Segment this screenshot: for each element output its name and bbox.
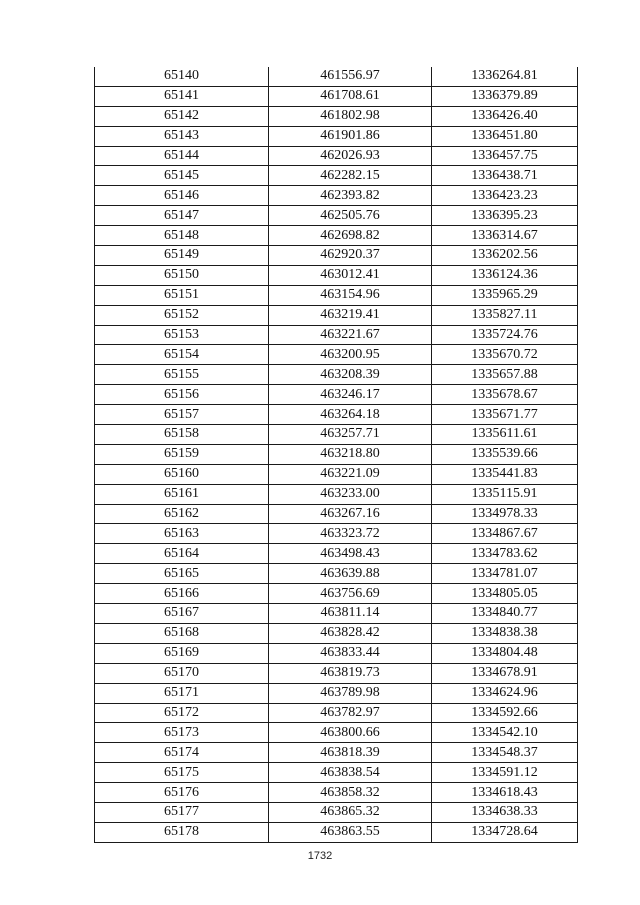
x-coordinate-cell: 463858.32 (269, 783, 432, 803)
table-row (95, 584, 578, 604)
table-row (95, 285, 578, 305)
y-coordinate-cell: 1335671.77 (432, 405, 578, 425)
point-id-cell: 65152 (95, 305, 269, 325)
x-coordinate-cell: 463782.97 (269, 703, 432, 723)
y-coordinate-cell: 1334783.62 (432, 544, 578, 564)
table-row (95, 405, 578, 425)
point-id-cell: 65151 (95, 285, 269, 305)
x-coordinate-cell: 463200.95 (269, 345, 432, 365)
y-coordinate-cell: 1334840.77 (432, 604, 578, 624)
table-row (95, 564, 578, 584)
table-row (95, 325, 578, 345)
point-id-cell: 65147 (95, 206, 269, 226)
point-id-cell: 65148 (95, 226, 269, 246)
table-row (95, 265, 578, 285)
y-coordinate-cell: 1336426.40 (432, 106, 578, 126)
x-coordinate-cell: 462282.15 (269, 166, 432, 186)
point-id-cell: 65146 (95, 186, 269, 206)
table-row (95, 365, 578, 385)
x-coordinate-cell: 462698.82 (269, 226, 432, 246)
table-row (95, 166, 578, 186)
y-coordinate-cell: 1334592.66 (432, 703, 578, 723)
point-id-cell: 65145 (95, 166, 269, 186)
table-row (95, 67, 578, 86)
x-coordinate-cell: 463267.16 (269, 504, 432, 524)
y-coordinate-cell: 1334728.64 (432, 822, 578, 842)
y-coordinate-cell: 1336438.71 (432, 166, 578, 186)
x-coordinate-cell: 461802.98 (269, 106, 432, 126)
y-coordinate-cell: 1336457.75 (432, 146, 578, 166)
x-coordinate-cell: 463246.17 (269, 385, 432, 405)
table-row (95, 763, 578, 783)
table-row (95, 226, 578, 246)
y-coordinate-cell: 1334678.91 (432, 663, 578, 683)
y-coordinate-cell: 1334638.33 (432, 802, 578, 822)
table-row (95, 305, 578, 325)
y-coordinate-cell: 1335965.29 (432, 285, 578, 305)
x-coordinate-cell: 462026.93 (269, 146, 432, 166)
table-row (95, 643, 578, 663)
table-row (95, 246, 578, 266)
point-id-cell: 65161 (95, 484, 269, 504)
x-coordinate-cell: 463498.43 (269, 544, 432, 564)
x-coordinate-cell: 463219.41 (269, 305, 432, 325)
table-row (95, 444, 578, 464)
point-id-cell: 65154 (95, 345, 269, 365)
y-coordinate-cell: 1334618.43 (432, 783, 578, 803)
table-row (95, 385, 578, 405)
x-coordinate-cell: 463154.96 (269, 285, 432, 305)
point-id-cell: 65168 (95, 623, 269, 643)
y-coordinate-cell: 1335115.91 (432, 484, 578, 504)
table-row (95, 106, 578, 126)
point-id-cell: 65175 (95, 763, 269, 783)
table-row (95, 464, 578, 484)
point-id-cell: 65165 (95, 564, 269, 584)
point-id-cell: 65150 (95, 265, 269, 285)
table-row (95, 663, 578, 683)
y-coordinate-cell: 1336423.23 (432, 186, 578, 206)
x-coordinate-cell: 461901.86 (269, 126, 432, 146)
table-row (95, 345, 578, 365)
x-coordinate-cell: 463789.98 (269, 683, 432, 703)
y-coordinate-cell: 1334838.38 (432, 623, 578, 643)
y-coordinate-cell: 1334542.10 (432, 723, 578, 743)
table-row (95, 822, 578, 842)
table-row (95, 604, 578, 624)
x-coordinate-cell: 463233.00 (269, 484, 432, 504)
point-id-cell: 65174 (95, 743, 269, 763)
point-id-cell: 65163 (95, 524, 269, 544)
y-coordinate-cell: 1334591.12 (432, 763, 578, 783)
point-id-cell: 65172 (95, 703, 269, 723)
y-coordinate-cell: 1335670.72 (432, 345, 578, 365)
table-row (95, 146, 578, 166)
y-coordinate-cell: 1334624.96 (432, 683, 578, 703)
x-coordinate-cell: 462920.37 (269, 246, 432, 266)
table-row (95, 544, 578, 564)
point-id-cell: 65160 (95, 464, 269, 484)
x-coordinate-cell: 463221.09 (269, 464, 432, 484)
x-coordinate-cell: 463818.39 (269, 743, 432, 763)
x-coordinate-cell: 463865.32 (269, 802, 432, 822)
point-id-cell: 65173 (95, 723, 269, 743)
table-body (95, 67, 578, 842)
point-id-cell: 65156 (95, 385, 269, 405)
point-id-cell: 65155 (95, 365, 269, 385)
table-row (95, 683, 578, 703)
y-coordinate-cell: 1335539.66 (432, 444, 578, 464)
x-coordinate-cell: 463863.55 (269, 822, 432, 842)
point-id-cell: 65177 (95, 802, 269, 822)
point-id-cell: 65142 (95, 106, 269, 126)
point-id-cell: 65176 (95, 783, 269, 803)
coordinates-table (94, 67, 578, 843)
y-coordinate-cell: 1336314.67 (432, 226, 578, 246)
y-coordinate-cell: 1336124.36 (432, 265, 578, 285)
table-row (95, 425, 578, 445)
x-coordinate-cell: 461708.61 (269, 86, 432, 106)
point-id-cell: 65141 (95, 86, 269, 106)
y-coordinate-cell: 1335724.76 (432, 325, 578, 345)
y-coordinate-cell: 1334978.33 (432, 504, 578, 524)
point-id-cell: 65153 (95, 325, 269, 345)
y-coordinate-cell: 1336451.80 (432, 126, 578, 146)
x-coordinate-cell: 463208.39 (269, 365, 432, 385)
point-id-cell: 65164 (95, 544, 269, 564)
x-coordinate-cell: 463012.41 (269, 265, 432, 285)
x-coordinate-cell: 462393.82 (269, 186, 432, 206)
x-coordinate-cell: 463756.69 (269, 584, 432, 604)
table-row (95, 743, 578, 763)
y-coordinate-cell: 1334548.37 (432, 743, 578, 763)
page-number: 1732 (307, 850, 333, 862)
point-id-cell: 65143 (95, 126, 269, 146)
x-coordinate-cell: 463218.80 (269, 444, 432, 464)
y-coordinate-cell: 1335441.83 (432, 464, 578, 484)
y-coordinate-cell: 1336395.23 (432, 206, 578, 226)
x-coordinate-cell: 463800.66 (269, 723, 432, 743)
point-id-cell: 65149 (95, 246, 269, 266)
x-coordinate-cell: 463323.72 (269, 524, 432, 544)
point-id-cell: 65171 (95, 683, 269, 703)
point-id-cell: 65178 (95, 822, 269, 842)
y-coordinate-cell: 1336379.89 (432, 86, 578, 106)
x-coordinate-cell: 462505.76 (269, 206, 432, 226)
table-row (95, 524, 578, 544)
y-coordinate-cell: 1334781.07 (432, 564, 578, 584)
y-coordinate-cell: 1336264.81 (432, 67, 578, 86)
y-coordinate-cell: 1334867.67 (432, 524, 578, 544)
x-coordinate-cell: 463257.71 (269, 425, 432, 445)
y-coordinate-cell: 1334805.05 (432, 584, 578, 604)
x-coordinate-cell: 463819.73 (269, 663, 432, 683)
x-coordinate-cell: 463811.14 (269, 604, 432, 624)
point-id-cell: 65157 (95, 405, 269, 425)
table-row (95, 186, 578, 206)
point-id-cell: 65158 (95, 425, 269, 445)
point-id-cell: 65144 (95, 146, 269, 166)
point-id-cell: 65159 (95, 444, 269, 464)
x-coordinate-cell: 463221.67 (269, 325, 432, 345)
point-id-cell: 65169 (95, 643, 269, 663)
y-coordinate-cell: 1335827.11 (432, 305, 578, 325)
x-coordinate-cell: 463828.42 (269, 623, 432, 643)
x-coordinate-cell: 463264.18 (269, 405, 432, 425)
x-coordinate-cell: 463838.54 (269, 763, 432, 783)
table-row (95, 504, 578, 524)
point-id-cell: 65140 (95, 67, 269, 86)
y-coordinate-cell: 1335657.88 (432, 365, 578, 385)
table-row (95, 723, 578, 743)
x-coordinate-cell: 461556.97 (269, 67, 432, 86)
table-row (95, 86, 578, 106)
table-row (95, 703, 578, 723)
y-coordinate-cell: 1334804.48 (432, 643, 578, 663)
point-id-cell: 65167 (95, 604, 269, 624)
table-row (95, 802, 578, 822)
point-id-cell: 65162 (95, 504, 269, 524)
y-coordinate-cell: 1336202.56 (432, 246, 578, 266)
table-row (95, 783, 578, 803)
table-row (95, 623, 578, 643)
point-id-cell: 65170 (95, 663, 269, 683)
table-row (95, 206, 578, 226)
point-id-cell: 65166 (95, 584, 269, 604)
y-coordinate-cell: 1335678.67 (432, 385, 578, 405)
table-row (95, 484, 578, 504)
y-coordinate-cell: 1335611.61 (432, 425, 578, 445)
x-coordinate-cell: 463639.88 (269, 564, 432, 584)
table-row (95, 126, 578, 146)
x-coordinate-cell: 463833.44 (269, 643, 432, 663)
